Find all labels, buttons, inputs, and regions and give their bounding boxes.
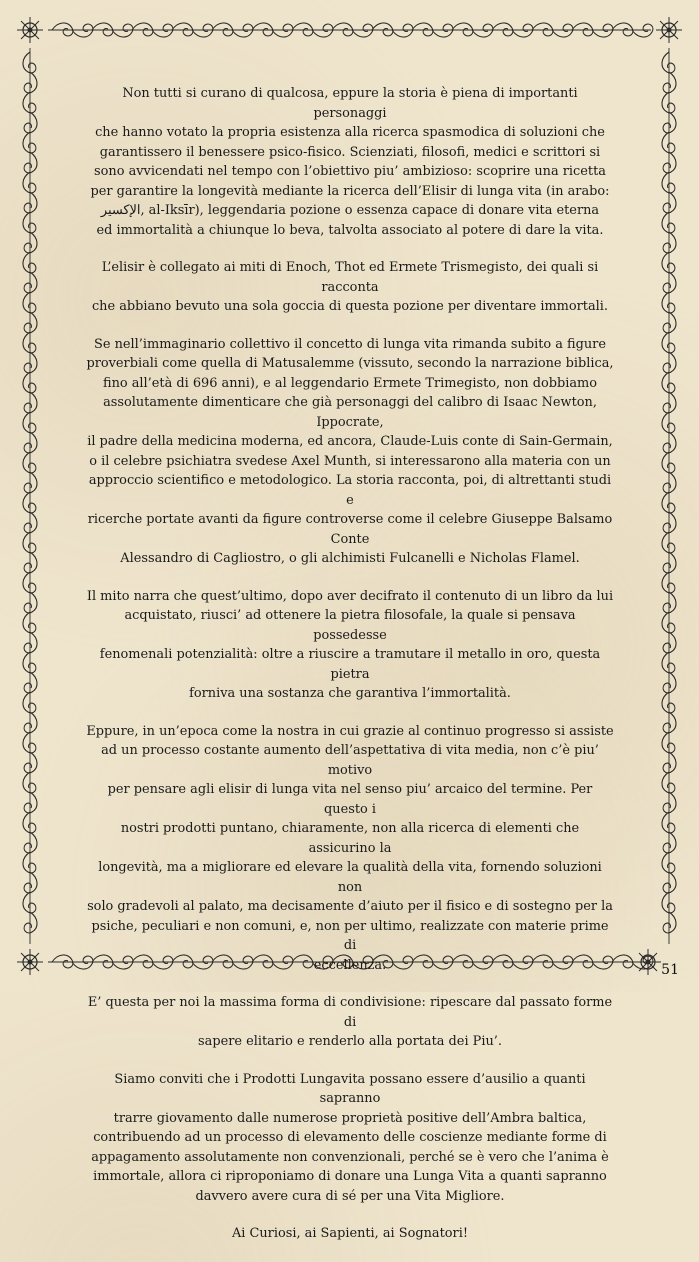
closing-line: Ai Curiosi, ai Sapienti, ai Sognatori! [231,1226,469,1241]
body-text [86,84,614,1262]
paragraph-5: Eppure, in un’epoca come la nostra in cui grazie al continuo progresso si assiste ad un processo costante aumento dell’aspettativa di vita media, non c’è piu’ motivo per pensare agli elisir di lunga vita nel senso piu’ arcaico del termine. Per questo i nostri prodotti puntano, chiaramente, non alla ricerca di elementi che assicurino la longevità, ma a migliorare ed elevare la qualità della vita, fornendo soluzioni non solo gradevoli al palato, ma decisamente d’aiuto per il fisico e di sostegno per la psiche, peculiari e non comuni, e, non per ultimo, realizzate con materie prime di eccellenza. [86,723,614,973]
paragraph-6: E’ questa per noi la massima forma di condivisione: ripescare dal passato forme di sapere elitario e renderlo alla portata dei Piu’. [87,995,613,1049]
top-border-ornament [48,23,653,37]
paragraph-3: Se nell’immaginario collettivo il concetto di lunga vita rimanda subito a figure proverbiali come quella di Matusalemme (vissuto, secondo la narrazione biblica, fino all’età di 696 anni), e al leggendario Ermete Trimegisto, non dobbiamo assolutamente dimenticare che già personaggi del calibro di Isaac Newton, Ippocrate, il padre della medicina moderna, ed ancora, Claude-Luis conte di Sain-Germain, o il celebre psichiatra svedese Axel Munth, si interessarono alla materia con un approccio scientifico e metodologico. La storia racconta, poi, di altrettanti studi e ricerche portate avanti da figure controverse come il celebre Giuseppe Balsamo Conte Alessandro di Cagliostro, o gli alchimisti Fulcanelli e Nicholas Flamel. [86,336,614,566]
corner-ornament-top-right [656,17,682,43]
page-number: 51 [661,962,679,978]
paragraph-7: Siamo conviti che i Prodotti Lungavita possano essere d’ausilio a quanti sapranno trarre giovamento dalle numerose proprietà positive dell’Ambra baltica, contribuendo ad un processo di elevamento delle coscienze mediante forme di appagamento assolutamente non convenzionali, perché se è vero che l’anima è immortale, allora ci riproponiamo di donare una Lunga Vita a quanti sapranno davvero avere cura di sé per una Vita Migliore. [91,1071,609,1204]
corner-ornament-bottom-right [635,949,661,975]
right-border-ornament [662,48,676,944]
paragraph-1: Non tutti si curano di qualcosa, eppure la storia è piena di importanti personaggi che hanno votato la propria esistenza alla ricerca spasmodica di soluzioni che garantissero il benessere psico-fisico. Scienziati, filosofi, medici e scrittori si sono avvicendati nel tempo con l’obiettivo piu’ ambizioso: scoprire una ricetta per garantire la longevità mediante la ricerca dell’Elisir di lunga vita (in arabo: الإكسير, al-Iksīr), leggendaria pozione o essenza capace di donare vita eterna ed immortalità a chiunque lo beva, talvolta associato al potere di dare la vita. [90,86,610,238]
corner-ornament-bottom-left [17,949,43,975]
paragraph-2: L’elisir è collegato ai miti di Enoch, Thot ed Ermete Trismegisto, dei quali si racconta che abbiano bevuto una sola goccia di questa pozione per diventare immortali. [91,260,609,314]
corner-ornament-top-left [17,17,43,43]
paragraph-4: Il mito narra che quest’ultimo, dopo aver decifrato il contenuto di un libro da lui acquistato, riusci’ ad ottenere la pietra filosofale, la quale si pensava possedesse fenomenali potenzialità: oltre a riuscire a tramutare il metallo in oro, questa pietra forniva una sostanza che garantiva l’immortalità. [86,588,614,701]
left-border-ornament [23,48,37,944]
